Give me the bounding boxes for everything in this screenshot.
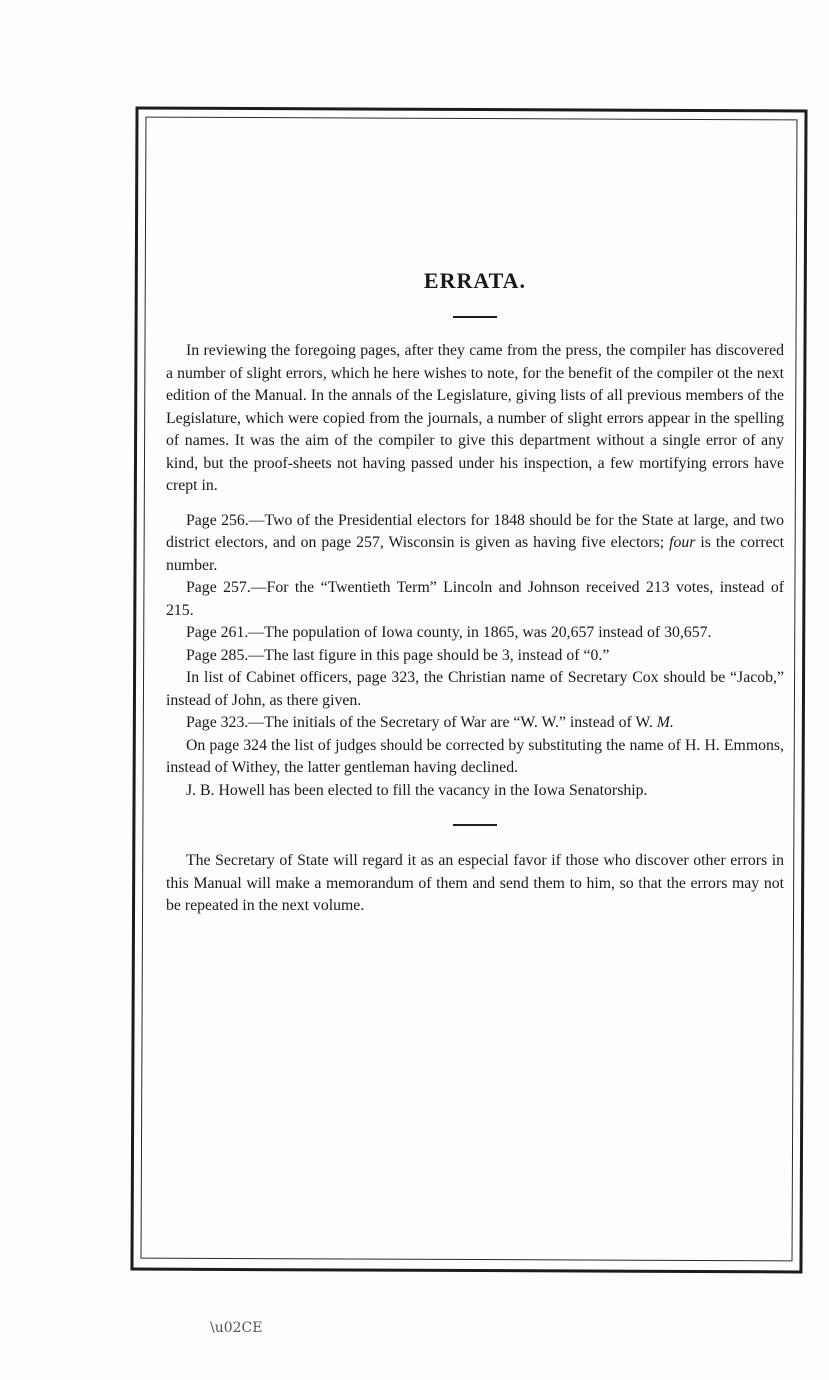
correction-text: Page 256.—Two of the Presidential electors for 1848 should be for the State at large, and two district electors, and on page 257, Wisconsin is given as having five electors; bbox=[166, 511, 784, 551]
section-divider bbox=[453, 824, 497, 826]
closing-paragraph: The Secretary of State will regard it as an especial favor if those who discover other errors in this Manual will make a memorandum of them and send them to him, so that the errors may not be repeated in the next volume. bbox=[166, 852, 784, 914]
intro-paragraph: In reviewing the foregoing pages, after they came from the press, the compiler has discovered a number of slight errors, which he here wishes to note, for the benefit of the compiler ot the next edition of the Manual. In the annals of the Legislature, giving lists of all previous members of the Legislature, which were copied from the journals, a number of slight errors appear in the spelling of names. It was the aim of the compiler to give this department without a single error of any kind, but the proof-sheets not having passed under his inspection, a few mortifying errors have crept in. bbox=[166, 342, 784, 494]
correction-item bbox=[166, 712, 784, 735]
correction-item bbox=[166, 510, 784, 578]
correction-text: is the correct number. bbox=[166, 534, 785, 574]
correction-item: In list of Cabinet officers, page 323, the Christian name of Secretary Cox should be “Jacob,” instead of John, as there given. bbox=[166, 669, 784, 709]
page-title: ERRATA. bbox=[423, 268, 527, 293]
correction-item: Page 257.—For the “Twentieth Term” Lincoln and Johnson received 213 votes, instead of 215. bbox=[166, 579, 784, 619]
correction-emphasis: M. bbox=[656, 714, 674, 731]
correction-emphasis: four bbox=[669, 534, 696, 551]
correction-item: Page 261.—The population of Iowa county, in 1865, was 20,657 instead of 30,657. bbox=[186, 624, 712, 641]
title-divider bbox=[453, 316, 497, 318]
correction-item: J. B. Howell has been elected to fill the vacancy in the Iowa Senatorship. bbox=[186, 781, 648, 799]
correction-item: On page 324 the list of judges should be corrected by substituting the name of H. H. Emmons, instead of Withey, the latter gentleman having declined. bbox=[166, 736, 784, 776]
correction-text: Page 323.—The initials of the Secretary of War are “W. W.” instead of W. bbox=[186, 714, 653, 731]
errata-content bbox=[166, 268, 784, 918]
correction-item: Page 285.—The last figure in this page should be 3, instead of “0.” bbox=[186, 646, 610, 664]
print-speck: \u02CE bbox=[210, 1320, 263, 1336]
